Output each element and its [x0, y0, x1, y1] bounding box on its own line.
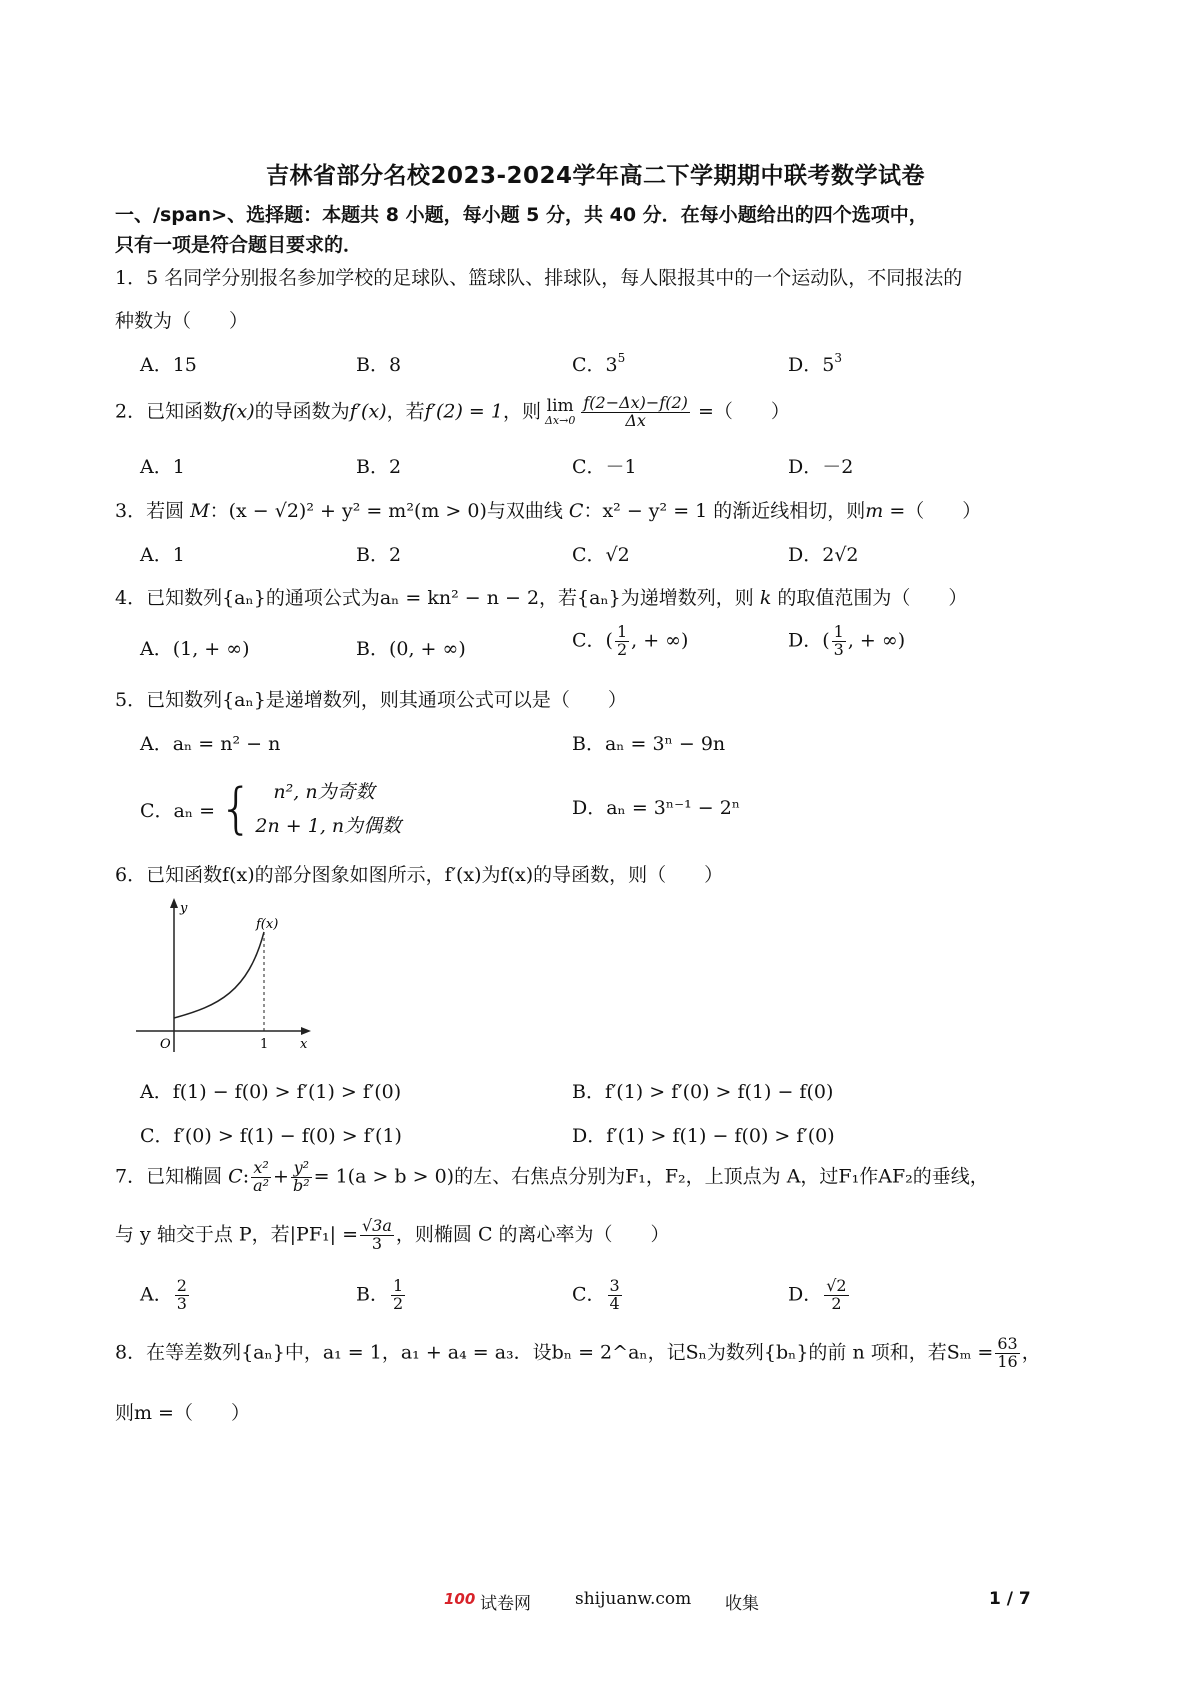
site-logo-number: 100 — [444, 1590, 476, 1608]
question-8-line2: 则m =（ ） — [115, 1402, 250, 1424]
q2-option-b: B．2 — [356, 456, 402, 478]
q5-option-a: A．aₙ = n² − n — [140, 733, 281, 755]
function-graph — [128, 892, 338, 1064]
q2-option-d: D．－2 — [788, 456, 854, 478]
q1-option-a: A．15 — [140, 354, 197, 376]
q5-option-d: D．aₙ = 3ⁿ⁻¹ − 2ⁿ — [572, 797, 741, 819]
question-6: 6．已知函数f(x)的部分图象如图所示，f′(x)为f(x)的导函数，则（ ） — [115, 864, 724, 886]
q6-option-a: A．f(1) − f(0) > f′(1) > f′(0) — [140, 1081, 402, 1103]
q7-option-c: C． $\frac{3}{4}$ — [572, 1276, 620, 1313]
question-5: 5．已知数列{aₙ}是递增数列，则其通项公式可以是（ ） — [115, 689, 627, 711]
question-1-line2: 种数为（ ） — [115, 310, 249, 332]
y-axis-arrow — [170, 898, 178, 908]
q7-option-d: D． $\frac{√2}{2}$ — [788, 1276, 847, 1313]
q7-option-b: B． $\frac{1}{2}$ — [356, 1276, 404, 1313]
q3-option-d: D．2√2 — [788, 544, 859, 566]
q6-option-d: D．f′(1) > f(1) − f(0) > f′(0) — [572, 1125, 835, 1147]
q2-option-a: A．1 — [140, 456, 185, 478]
q3-option-a: A．1 — [140, 544, 185, 566]
x-axis-arrow — [301, 1027, 311, 1035]
question-4: 4．已知数列{aₙ}的通项公式为aₙ = kn² − n − 2，若{aₙ}为递增数列，则 k 的取值范围为（ ） — [115, 587, 968, 609]
page-number: 1 / 7 — [989, 1589, 1031, 1609]
question-3: 3．若圆 M：(x − √2)² + y² = m²(m > 0)与双曲线 C：x² − y² = 1 的渐近线相切，则m =（ ） — [115, 500, 982, 522]
q5-option-b: B．aₙ = 3ⁿ − 9n — [572, 733, 726, 755]
q1-option-b: B．8 — [356, 354, 402, 376]
question-1-line1: 1．5 名同学分别报名参加学校的足球队、篮球队、排球队，每人限报其中的一个运动队，不同报法的 — [115, 267, 963, 289]
site-logo-text: 试卷网 — [480, 1594, 531, 1614]
question-8-line1: 8．在等差数列{aₙ}中，a₁ = 1，a₁ + a₄ = a₃．设bₙ = 2^aₙ，记Sₙ为数列{bₙ}的前 n 项和，若Sₘ = $\frac{63}{16}$ ， — [115, 1334, 1041, 1371]
x-label: x — [300, 1037, 308, 1052]
section-heading: 一、/span>、选择题：本题共 8 小题，每小题 5 分，共 40 分．在每小题给出的四个选项中， — [115, 204, 928, 226]
q6-option-b: B．f′(1) > f′(0) > f(1) − f(0) — [572, 1081, 834, 1103]
q2-option-c: C．－1 — [572, 456, 637, 478]
section-heading-line2: 只有一项是符合题目要求的． — [115, 234, 363, 256]
q6-option-c: C．f′(0) > f(1) − f(0) > f′(1) — [140, 1125, 402, 1147]
q3-option-b: B．2 — [356, 544, 402, 566]
question-7-line1: 7．已知椭圆 C: $\frac{\text{x²}}{\text{a²}}$ + $\frac{\text{y²}}{\text{b²}}$ = 1(a > b > 0)的左、右焦点分别为F₁，F₂，上顶点为 A，过F₁作AF₂的垂线， — [115, 1158, 989, 1195]
q3-option-c: C．√2 — [572, 544, 630, 566]
q4-option-b: B．(0, + ∞) — [356, 638, 466, 660]
function-curve — [174, 932, 264, 1018]
q1-option-d: D．$5^3$ — [788, 351, 842, 376]
q5-option-c: C．aₙ = { n², n为奇数 2n + 1, n为偶数 — [140, 777, 402, 840]
question-2: 2．已知函数f(x)的导函数为f′(x)，若f′(2) = 1，则 lim Δx→0 $\frac{f(2-\Delta x)-f(2)}{\Delta x}$ =（ ） — [115, 393, 790, 430]
q4-option-d: D．( $\frac{1}{3}$ , + ∞) — [788, 622, 906, 659]
q4-option-a: A．(1, + ∞) — [140, 638, 250, 660]
q4-option-c: C．( $\frac{1}{2}$ , + ∞) — [572, 622, 689, 659]
y-label: y — [180, 901, 188, 916]
page-title: 吉林省部分名校2023-2024学年高二下学期期中联考数学试卷 — [265, 163, 926, 189]
q1-option-c: C．$3^5$ — [572, 351, 626, 376]
curve-label: f(x) — [256, 917, 279, 932]
footer-collect: 收集 — [725, 1594, 759, 1614]
question-7-line2: 与 y 轴交于点 P，若|PF₁| = $\frac{√3a}{3}$ ，则椭圆 C 的离心率为（ ） — [115, 1216, 670, 1253]
origin-label: O — [160, 1037, 171, 1052]
site-url: shijuanw.com — [575, 1589, 692, 1609]
q7-option-a: A． $\frac{2}{3}$ — [140, 1276, 187, 1313]
tick-label-1: 1 — [260, 1037, 269, 1052]
